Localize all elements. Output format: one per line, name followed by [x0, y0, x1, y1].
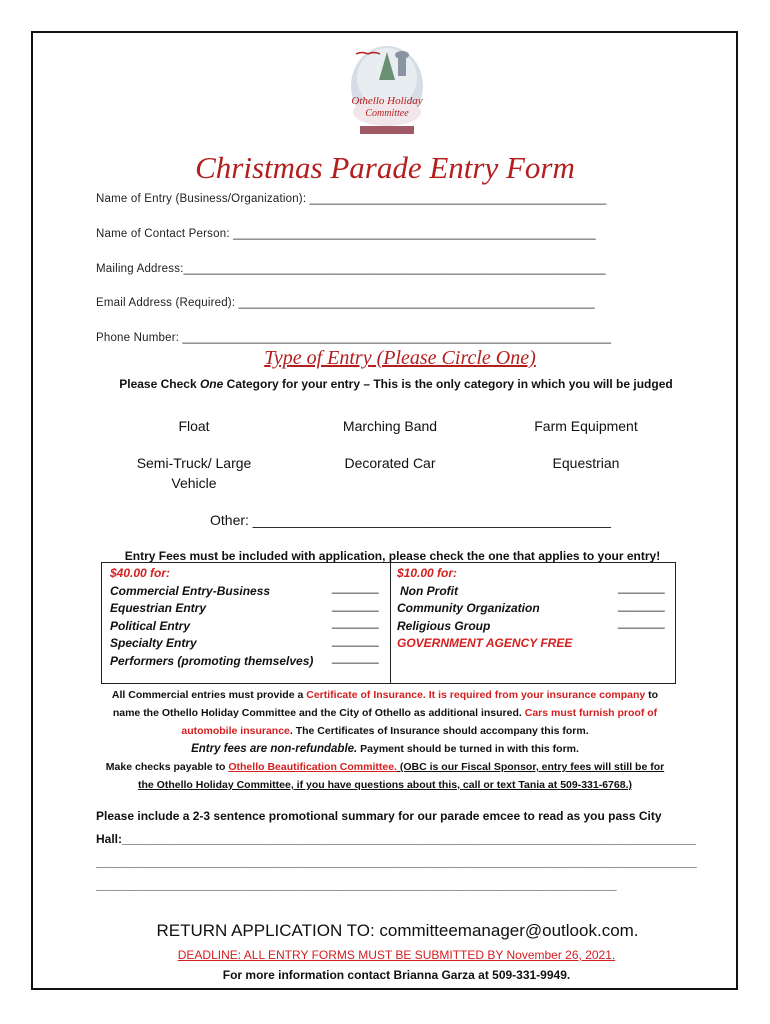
fees-heading: Entry Fees must be included with application, please check the one that applies to your entry! [124, 549, 661, 563]
fee-right-column [397, 565, 572, 653]
summary-section [96, 805, 697, 897]
summary-prompt: Please include a 2-3 sentence promotional summary for our parade emcee to read as you pass City [96, 809, 662, 823]
fee-right-price: $10.00 for: [397, 566, 458, 580]
option-decorated-car[interactable]: Decorated Car [344, 455, 436, 471]
option-equestrian[interactable]: Equestrian [552, 455, 620, 471]
fee-check-equestrian[interactable]: _______ [332, 598, 379, 612]
logo-line2: Committee [365, 108, 409, 119]
fee-item-equestrian: Equestrian Entry [110, 601, 207, 615]
summary-line-1[interactable]: Hall:______________________________________________________________________________________ [96, 832, 696, 846]
insurance-notes [0, 686, 770, 794]
mailing-address-field[interactable]: Mailing Address:________________________________________________________________ [96, 263, 606, 275]
fee-item-religious: Religious Group [397, 618, 491, 633]
form-title: Christmas Parade Entry Form [195, 150, 575, 185]
option-semi-truck[interactable]: Semi-Truck/ Large Vehicle [136, 455, 252, 491]
fee-item-commercial: Commercial Entry-Business [110, 583, 271, 598]
summary-line-2[interactable]: __________________________________________________________________________________________ [96, 855, 697, 869]
fee-check-community[interactable]: _______ [618, 598, 665, 612]
note-line-3: automobile insurance. The Certificates of Insurance should accompany this form. [181, 725, 589, 737]
option-other-field[interactable]: Other: ______________________________________________ [210, 512, 611, 528]
fee-left-price: $40.00 for: [110, 566, 171, 580]
othello-holiday-committee-logo [346, 40, 428, 140]
fee-check-commercial[interactable]: _______ [332, 580, 379, 594]
fee-check-political[interactable]: _______ [332, 615, 379, 629]
entry-name-field[interactable]: Name of Entry (Business/Organization): _____________________________________________ [96, 193, 607, 205]
logo-line1: Othello Holiday [351, 95, 423, 107]
entry-type-title: Type of Entry (Please Circle One) [264, 347, 536, 369]
note-line-4: Entry fees are non-refundable. Payment should be turned in with this form. [191, 743, 579, 755]
fee-left-column [110, 565, 313, 670]
option-marching-band[interactable]: Marching Band [342, 418, 438, 434]
fee-item-non-profit: Non Profit [400, 583, 458, 598]
option-farm-equipment[interactable]: Farm Equipment [534, 418, 638, 434]
return-address: RETURN APPLICATION TO: committeemanager@outlook.com. [156, 921, 639, 940]
fee-item-specialty: Specialty Entry [110, 636, 197, 650]
fee-item-government-free: GOVERNMENT AGENCY FREE [397, 636, 573, 650]
note-line-2: name the Othello Holiday Committee and the City of Othello as additional insured. Cars must furnish proof of [112, 707, 658, 719]
email-address-field[interactable]: Email Address (Required): ______________________________________________________ [96, 297, 595, 309]
contact-person-field[interactable]: Name of Contact Person: _______________________________________________________ [96, 228, 596, 240]
fee-table-divider [390, 563, 391, 683]
fee-item-community: Community Organization [397, 601, 540, 615]
fee-item-political: Political Entry [110, 618, 191, 633]
option-float[interactable]: Float [178, 418, 210, 434]
deadline-notice: DEADLINE: ALL ENTRY FORMS MUST BE SUBMITTED BY November 26, 2021. [177, 948, 616, 962]
phone-number-field[interactable]: Phone Number: _________________________________________________________________ [96, 332, 612, 344]
note-line-5: Make checks payable to Othello Beautification Committee. (OBC is our Fiscal Sponsor, entry fees will still be for [105, 761, 665, 773]
note-line-6: the Othello Holiday Committee, if you have questions about this, call or text Tania at 509-331-6768.) [137, 779, 632, 791]
fee-item-performers: Performers (promoting themselves) [110, 653, 314, 668]
note-line-1: All Commercial entries must provide a Certificate of Insurance. It is required from your insurance company to [111, 689, 659, 701]
fee-check-religious[interactable]: _______ [618, 615, 665, 629]
entry-type-instruction: Please Check One Category for your entry – This is the only category in which you will be judged [119, 377, 673, 391]
fee-check-performers[interactable]: _______ [332, 650, 379, 664]
contact-info: For more information contact Brianna Garza at 509-331-9949. [222, 968, 571, 982]
fee-check-non-profit[interactable]: _______ [618, 580, 665, 594]
fee-table [101, 562, 676, 684]
summary-line-3[interactable]: ______________________________________________________________________________ [96, 878, 617, 892]
fee-check-specialty[interactable]: _______ [332, 633, 379, 647]
